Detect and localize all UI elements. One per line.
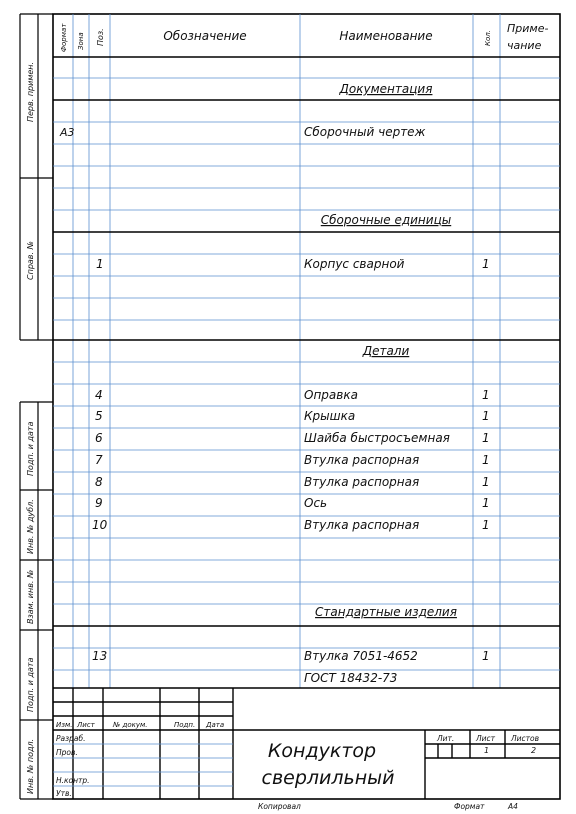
tb-col-change: Изм.	[56, 721, 73, 729]
side-label-replace-inv: Взам. инв. №	[26, 569, 35, 624]
tb-title-line2: сверлильный	[261, 767, 395, 789]
row-pos: 5	[95, 409, 103, 423]
row-pos: 1	[96, 257, 104, 271]
row-name: Оправка	[304, 388, 358, 402]
header-note-line1: Приме-	[507, 22, 549, 35]
row-format: А3	[60, 126, 75, 139]
row-name: Втулка распорная	[304, 518, 420, 532]
header-zone: Зона	[77, 32, 85, 50]
header-designation: Обозначение	[163, 29, 247, 43]
row-name: Шайба быстросъемная	[304, 431, 450, 445]
row-qty: 1	[482, 257, 490, 271]
footer-copied: Копировал	[258, 802, 301, 811]
table-row	[95, 475, 490, 489]
tb-col-sign: Подп.	[174, 721, 196, 729]
section-parts: Детали	[362, 344, 410, 358]
section-assemblies: Сборочные единицы	[320, 213, 452, 227]
row-name: Крышка	[304, 409, 356, 423]
tb-title-line1: Кондуктор	[267, 740, 377, 762]
side-label-ref-no: Справ. №	[26, 241, 35, 280]
tb-role-checked: Пров.	[56, 748, 78, 757]
row-pos: 6	[95, 431, 103, 445]
tb-col-doc-no: № докум.	[113, 721, 148, 729]
section-documentation: Документация	[339, 82, 433, 96]
tb-sheets-label: Листов	[511, 734, 540, 743]
table-row	[95, 453, 490, 467]
row-name: Втулка 7051-4652	[304, 649, 418, 663]
side-label-inv-dup: Инв. № дубл.	[26, 499, 35, 554]
row-qty: 1	[482, 453, 490, 467]
tb-role-developed: Разраб.	[56, 734, 86, 743]
table-row	[96, 257, 490, 271]
row-pos: 7	[95, 453, 103, 467]
row-qty: 1	[482, 649, 490, 663]
tb-role-norm: Н.контр.	[56, 776, 90, 785]
table-row	[95, 431, 490, 445]
row-name: Сборочный чертеж	[304, 125, 426, 139]
row-name: Ось	[304, 496, 328, 510]
row-qty: 1	[482, 388, 490, 402]
footer-format-label: Формат	[454, 802, 485, 811]
row-pos: 9	[95, 496, 103, 510]
row-name: Втулка распорная	[304, 453, 420, 467]
tb-sheets-value: 2	[531, 746, 537, 755]
table-row	[95, 388, 490, 402]
row-name: Втулка распорная	[304, 475, 420, 489]
row-pos: 10	[92, 518, 108, 532]
header-name: Наименование	[339, 29, 433, 43]
row-pos: 8	[95, 475, 103, 489]
tb-col-sheet: Лист	[77, 721, 95, 729]
table-row	[95, 409, 490, 423]
header-qty: Кол.	[484, 30, 492, 46]
side-label-inv-orig: Инв. № подл.	[26, 738, 35, 794]
row-qty: 1	[482, 496, 490, 510]
row-name: ГОСТ 18432-73	[304, 671, 398, 685]
header-format: Формат	[60, 23, 68, 52]
row-qty: 1	[482, 475, 490, 489]
side-label-first-use: Перв. примен.	[26, 61, 35, 122]
table-row	[92, 518, 490, 532]
header-note-line2: чание	[507, 39, 542, 52]
row-lines	[53, 78, 560, 670]
header-pos: Поз.	[96, 28, 105, 46]
left-strip	[20, 14, 53, 799]
table-row	[304, 671, 397, 685]
tb-sheet-label: Лист	[476, 734, 496, 743]
row-name: Корпус сварной	[304, 257, 405, 271]
tb-role-approved: Утв.	[56, 789, 72, 798]
table-grid	[73, 14, 500, 688]
row-qty: 1	[482, 518, 490, 532]
section-standard: Стандартные изделия	[315, 605, 457, 619]
footer-format-value: А4	[508, 802, 518, 811]
tb-lit-label: Лит.	[437, 734, 455, 743]
side-label-sign-date-1: Подп. и дата	[26, 421, 35, 476]
row-qty: 1	[482, 431, 490, 445]
table-row	[92, 649, 490, 663]
table-row	[95, 496, 490, 510]
tb-sheet-value: 1	[484, 746, 490, 755]
table-row	[59, 125, 426, 139]
row-pos: 13	[92, 649, 108, 663]
tb-col-date: Дата	[206, 721, 225, 729]
side-label-sign-date-2: Подп. и дата	[26, 657, 35, 712]
row-pos: 4	[95, 388, 103, 402]
row-qty: 1	[482, 409, 490, 423]
